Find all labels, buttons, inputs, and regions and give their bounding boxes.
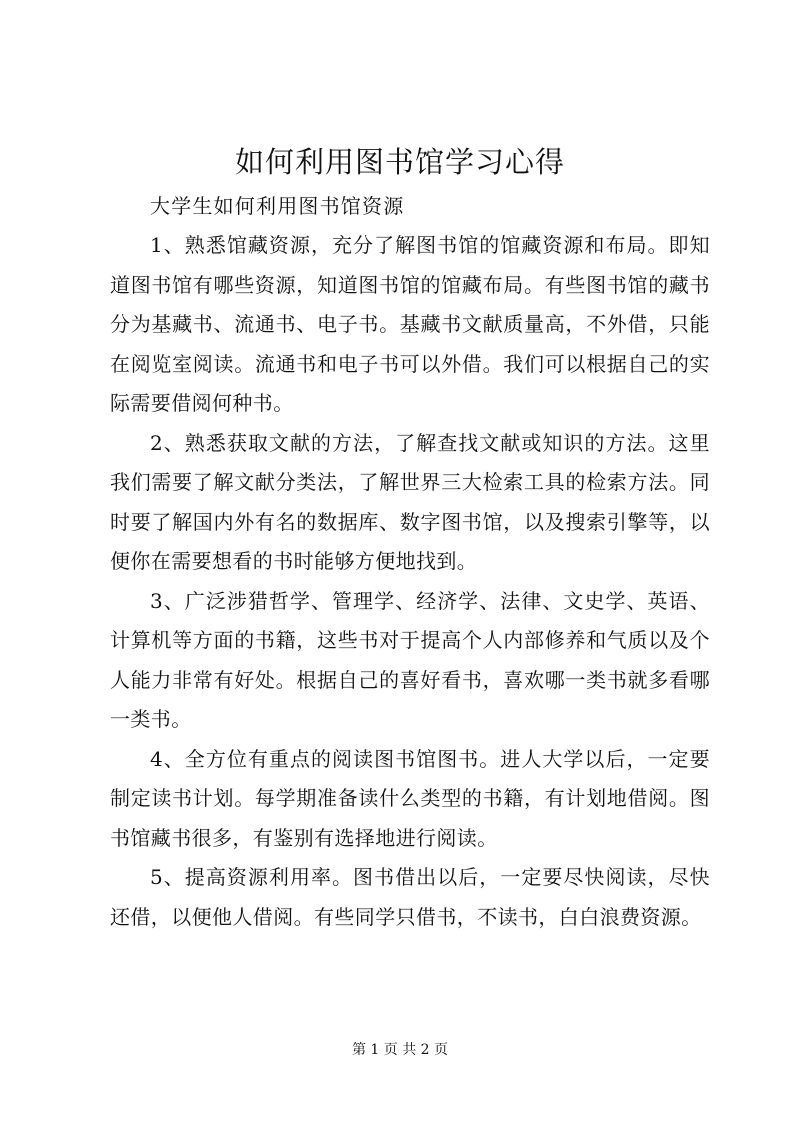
paragraph-2: 2、熟悉获取文献的方法，了解查找文献或知识的方法。这里我们需要了解文献分类法，了解世界三大检索工具的检索方法。同时要了解国内外有名的数据库、数字图书馆，以及搜索引擎等，以便你在需要想看的书时能够方便地找到。 bbox=[110, 430, 710, 573]
paragraph-1: 1、熟悉馆藏资源，充分了解图书馆的馆藏资源和布局。即知道图书馆有哪些资源，知道图书馆的馆藏布局。有些图书馆的藏书分为基藏书、流通书、电子书。基藏书文献质量高，不外借，只能在阅览室阅读。流通书和电子书可以外借。我们可以根据自己的实际需要借阅何种书。 bbox=[110, 233, 710, 415]
paragraph-4: 4、全方位有重点的阅读图书馆图书。进人大学以后，一定要制定读书计划。每学期准备读什么类型的书籍，有计划地借阅。图书馆藏书很多，有鉴别有选择地进行阅读。 bbox=[110, 746, 710, 850]
page-footer: 第 1 页 共 2 页 bbox=[351, 1042, 449, 1058]
document-subtitle: 大学生如何利用图书馆资源 bbox=[150, 194, 405, 218]
paragraph-5: 5、提高资源利用率。图书借出以后，一定要尽快阅读，尽快还借，以便他人借阅。有些同学只借书，不读书，白白浪费资源。 bbox=[110, 865, 710, 929]
paragraph-3: 3、广泛涉猎哲学、管理学、经济学、法律、文史学、英语、计算机等方面的书籍，这些书对于提高个人内部修养和气质以及个人能力非常有好处。根据自己的喜好看书，喜欢哪一类书就多看哪一类书。 bbox=[110, 588, 710, 731]
page-title: 如何利用图书馆学习心得 bbox=[234, 145, 565, 179]
document-body bbox=[110, 186, 710, 937]
